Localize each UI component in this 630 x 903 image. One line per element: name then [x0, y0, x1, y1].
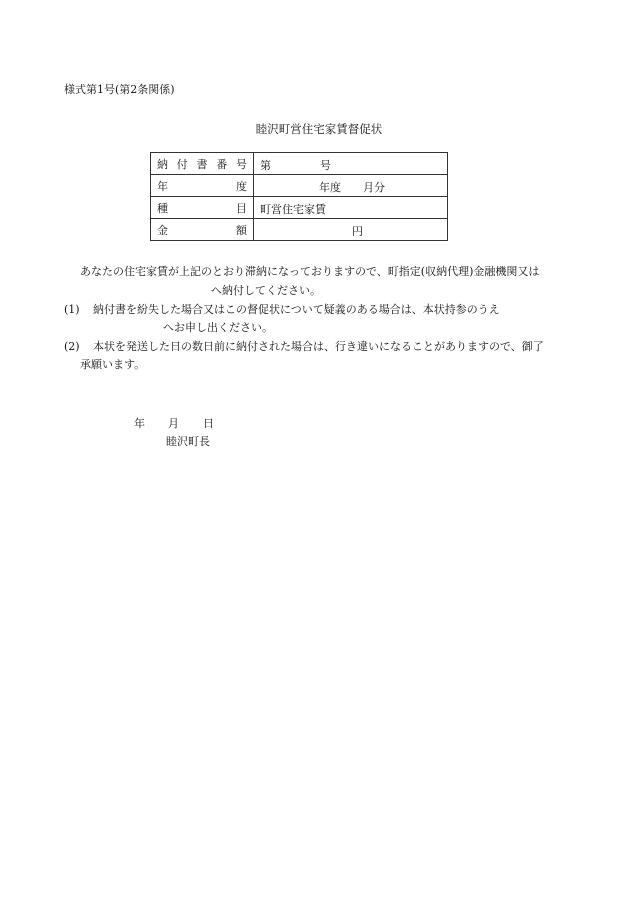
label-fiscal-year [151, 175, 254, 197]
value-month: 月分 [363, 181, 385, 194]
value-category [254, 197, 448, 219]
label-char: 額 [236, 223, 247, 237]
table-row-notice-number [151, 153, 448, 175]
notice-line-2: へ納付してください。 [211, 284, 321, 297]
value-fiscal-year [254, 175, 448, 197]
signature-day: 日 [203, 417, 214, 430]
label-char: 度 [236, 179, 247, 193]
value-dai: 第 [260, 159, 271, 172]
label-char: 種 [157, 201, 168, 215]
label-char: 書 [196, 157, 208, 171]
label-category [151, 197, 254, 219]
value-nendo: 年度 [319, 181, 341, 194]
document-title-text: 睦沢町営住宅家賃督促状 [255, 122, 383, 136]
label-char: 号 [236, 157, 247, 171]
payment-info-table [150, 152, 448, 241]
label-amount [151, 219, 254, 241]
label-char: 番 [216, 157, 228, 171]
table-row-category [151, 197, 448, 219]
notice-line-1: あなたの住宅家賃が上記のとおり滞納になっておりますので、町指定(収納代理)金融機関又は [80, 265, 540, 278]
value-notice-number [254, 153, 448, 175]
label-notice-number [151, 153, 254, 175]
note-1-number: (1) [64, 303, 80, 316]
label-char: 納 [157, 157, 168, 171]
label-char: 年 [157, 179, 168, 193]
signature-year: 年 [134, 417, 145, 430]
note-2-line-1: 本状を発送した日の数日前に納付された場合は、行き違いになることがありますので、御了 [93, 340, 544, 353]
value-go: 号 [320, 159, 331, 172]
document-title [0, 121, 630, 137]
value-category-text: 町営住宅家賃 [260, 203, 326, 216]
table-row-fiscal-year [151, 175, 448, 197]
table-row-amount [151, 219, 448, 241]
form-number: 様式第1号(第2条関係) [64, 83, 175, 96]
signature-issuer: 睦沢町長 [166, 435, 210, 448]
signature-month: 月 [168, 417, 179, 430]
value-amount [254, 219, 448, 241]
note-1-line-2: へお申し出ください。 [163, 321, 273, 334]
label-char: 金 [157, 223, 168, 237]
label-char: 付 [176, 157, 188, 171]
note-2-line-2: 承願います。 [80, 358, 146, 371]
note-2-number: (2) [64, 340, 80, 353]
value-yen: 円 [352, 225, 363, 238]
note-1-line-1: 納付書を紛失した場合又はこの督促状について疑義のある場合は、本状持参のうえ [93, 303, 500, 316]
label-char: 目 [236, 201, 247, 215]
